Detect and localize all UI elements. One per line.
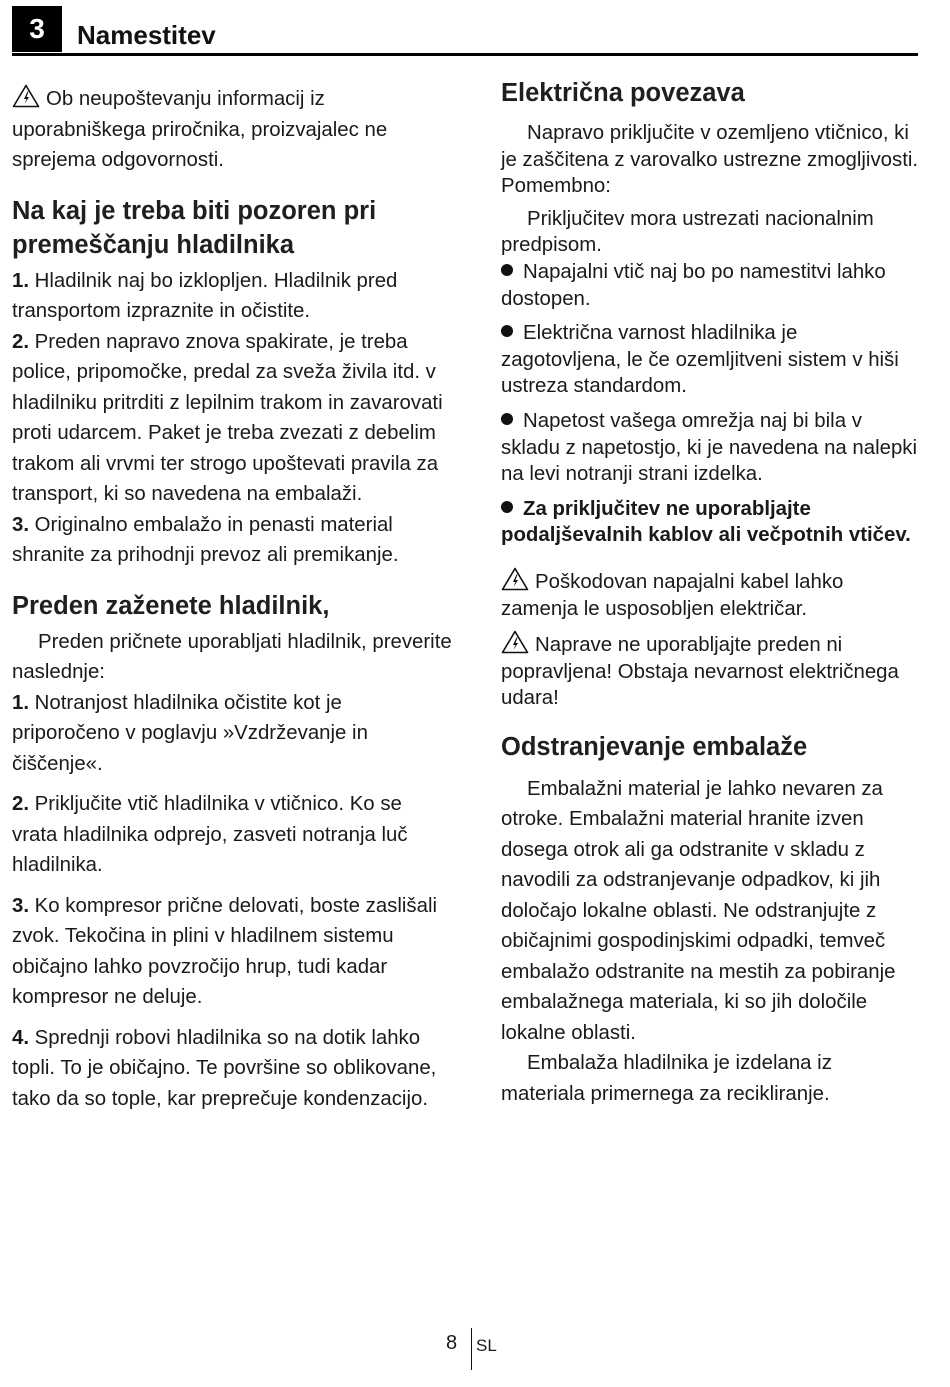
list-item xyxy=(12,789,452,881)
repair-warning-text: Naprave ne uporabljajte preden ni popravljena! Obstaja nevarnost električnega udara! xyxy=(501,634,899,710)
left-column xyxy=(12,82,452,1114)
bullet-item xyxy=(501,408,921,488)
item-text: Preden napravo znova spakirate, je treba police, pripomočke, predal za sveža živila itd. v hladilniku pritrditi z lepilnim trakom in zavarovati proti udarcem. Paket je treba zvezati z debelim trakom ali vrvmi ter strogo upoštevati pravila za transport, ki so navedena na embalaži. xyxy=(12,330,443,505)
bullet-text: Napajalni vtič naj bo po namestitvi lahko dostopen. xyxy=(501,260,886,310)
item-number: 3. xyxy=(12,513,30,536)
bullet-icon xyxy=(501,413,513,425)
chapter-number: 3 xyxy=(12,6,62,52)
list-item xyxy=(12,891,452,1013)
item-text: Sprednji robovi hladilnika so na dotik lahko topli. To je običajno. Te površine so oblikovane, tako da so tople, kar preprečuje kondenzacijo. xyxy=(12,1026,437,1110)
liability-warning-text: Ob neupoštevanju informacij iz uporabniškega priročnika, proizvajalec ne sprejema odgovornosti. xyxy=(12,88,388,171)
item-text: Priključite vtič hladilnika v vtičnico. Ko se vrata hladilnika odprejo, zasveti notranja luč hladilnika. xyxy=(12,793,408,876)
before-start-intro: Preden pričnete uporabljati hladilnik, preverite naslednje: xyxy=(12,630,452,683)
right-column xyxy=(501,76,921,1109)
language-code: SL xyxy=(476,1336,497,1355)
bullet-text: Električna varnost hladilnika je zagotovljena, le če ozemljitveni sistem v hiši ustreza standardom. xyxy=(501,322,899,398)
bullet-icon xyxy=(501,501,513,513)
moving-heading: Na kaj je treba biti pozoren pri premeščanju hladilnika xyxy=(12,196,377,259)
recycling-text: Embalaža hladilnika je izdelana iz materiala primernega za recikliranje. xyxy=(501,1052,832,1105)
warning-triangle-icon xyxy=(501,630,529,654)
chapter-title: Namestitev xyxy=(77,20,216,50)
liability-warning xyxy=(12,84,452,176)
bullet-icon xyxy=(501,325,513,337)
before-start-list xyxy=(12,688,452,1115)
bullet-text: Napetost vašega omrežja naj bi bila v skladu z napetostjo, ki je navedena na nalepki na levi notranji strani izdelka. xyxy=(501,409,918,486)
cable-warning-text: Poškodovan napajalni kabel lahko zamenja le usposobljen električar. xyxy=(501,570,844,620)
chapter-header xyxy=(12,6,918,56)
packaging-heading: Odstranjevanje embalaže xyxy=(501,732,808,761)
item-text: Originalno embalažo in penasti material shranite za prihodnji prevoz ali premikanje. xyxy=(12,513,399,566)
item-text: Ko kompresor prične delovati, boste zaslišali zvok. Tekočina in plini v hladilnem sistemu običajno lahko povzročijo hrup, tudi kadar kompresor ne deluje. xyxy=(12,894,438,1008)
national-rules: Priključitev mora ustrezati nacionalnim predpisom. xyxy=(501,207,874,257)
warning-triangle-icon xyxy=(12,84,40,108)
packaging-text: Embalažni material je lahko nevaren za otroke. Embalažni material hranite izven dosega otrok ali ga odstranite v skladu z navodili za odstranjevanje odpadkov, ki jih določajo lokalne oblasti. Ne odstranjujte z običajnimi gospodinjskimi odpadki, temveč embalažo odstranite na mestih za pobiranje embalažnega materiala, ki so jih določile lokalne oblasti. xyxy=(501,777,896,1044)
bullet-text: Za priključitev ne uporabljajte podaljševalnih kablov ali večpotnih vtičev. xyxy=(501,497,911,547)
list-item xyxy=(12,266,452,327)
item-text: Notranjost hladilnika očistite kot je priporočeno v poglavju »Vzdrževanje in čiščenje«. xyxy=(12,691,368,775)
moving-list xyxy=(12,266,452,571)
electrical-intro: Napravo priključite v ozemljeno vtičnico, ki je zaščitena z varovalko ustrezne zmogljivosti. xyxy=(501,122,919,171)
item-text: Hladilnik naj bo izklopljen. Hladilnik pred transportom izpraznite in očistite. xyxy=(12,269,398,322)
item-number: 2. xyxy=(12,330,30,353)
page-number: 8 xyxy=(446,1332,458,1354)
list-item xyxy=(12,327,452,510)
bullet-item xyxy=(501,259,921,312)
item-number: 1. xyxy=(12,269,30,292)
electrical-heading: Električna povezava xyxy=(501,79,745,107)
before-start-heading: Preden zaženete hladilnik, xyxy=(12,591,330,620)
item-number: 4. xyxy=(12,1026,30,1049)
list-item xyxy=(12,510,452,571)
item-number: 2. xyxy=(12,793,30,815)
bullet-item xyxy=(501,320,921,400)
list-item xyxy=(12,688,452,780)
important-label: Pomembno: xyxy=(501,175,611,198)
warning-triangle-icon xyxy=(501,567,529,591)
electrical-bullets xyxy=(501,259,921,549)
list-item xyxy=(12,1023,452,1115)
bullet-icon xyxy=(501,264,513,276)
repair-warning xyxy=(501,630,921,712)
cable-warning xyxy=(501,567,921,622)
item-number: 1. xyxy=(12,691,30,714)
item-number: 3. xyxy=(12,894,30,917)
footer-divider xyxy=(471,1328,472,1370)
bullet-item xyxy=(501,496,921,549)
